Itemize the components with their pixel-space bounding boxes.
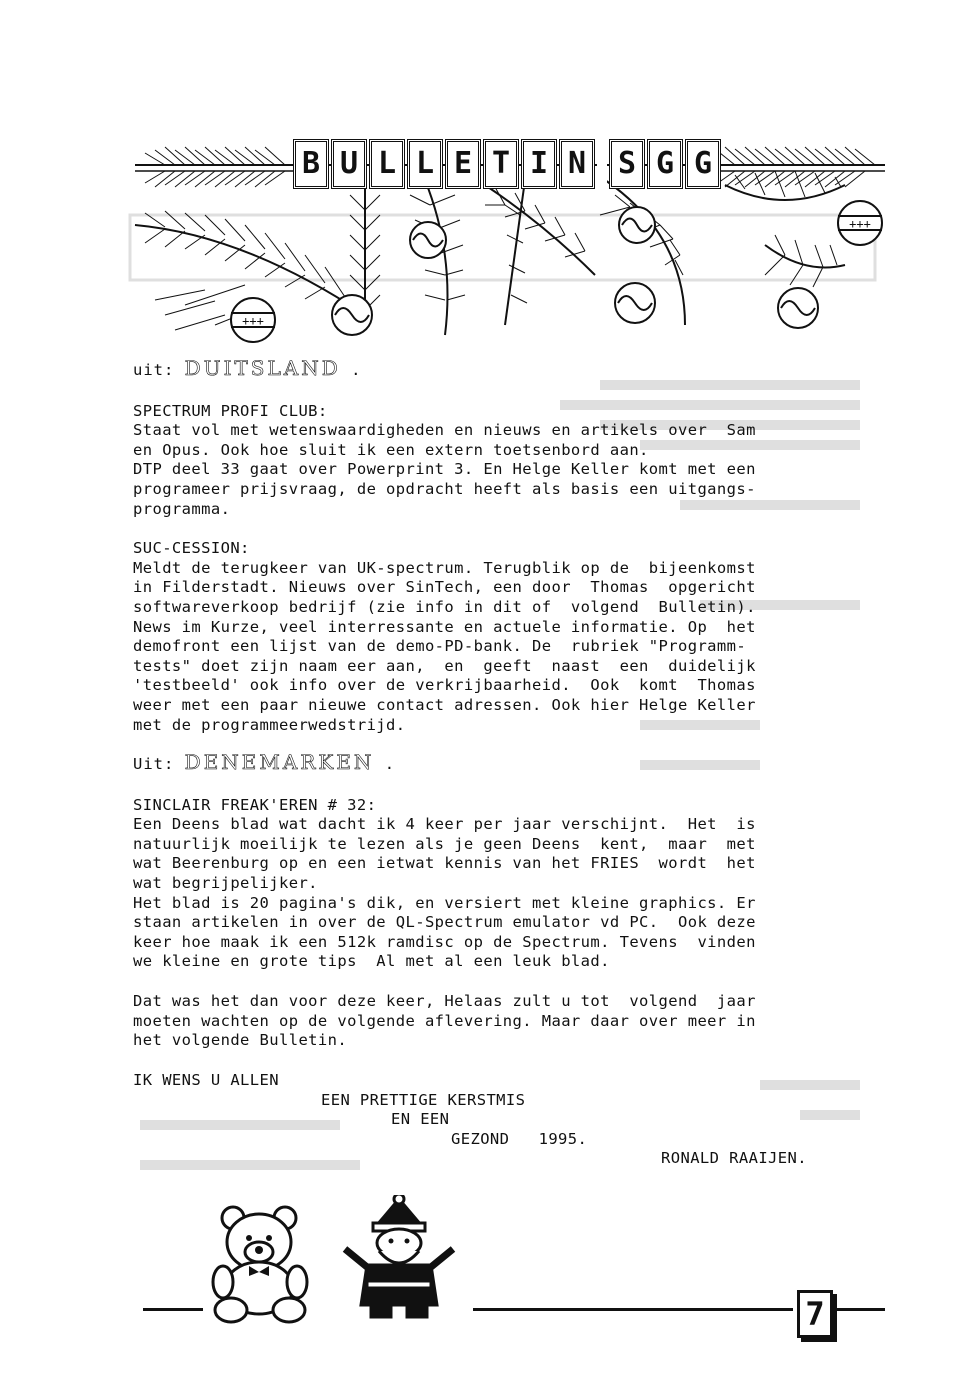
title-letter: L (407, 139, 443, 189)
section-heading-duitsland (133, 356, 888, 381)
title-letter: B (293, 139, 329, 189)
title-letter: G (685, 139, 721, 189)
text-line: we kleine en grote tips Al met al een leuk blad. (133, 952, 610, 971)
text-line: moeten wachten op de volgende aflevering. Maar daar over meer in (133, 1011, 756, 1030)
text-line: staan artikelen in over de QL-Spectrum emulator vd PC. Ook deze (133, 913, 756, 932)
title-letter: E (445, 139, 481, 189)
text-line: wat begrijpelijker. (133, 873, 318, 892)
heading-country: DENEMARKEN (184, 750, 375, 774)
heading-country: DUITSLAND (184, 356, 341, 380)
title-letter: T (483, 139, 519, 189)
text-line: tests" doet zijn naam eer aan, en geeft naast een duidelijk (133, 656, 756, 675)
text-line: Staat vol met wetenswaardigheden en nieuws en artikels over Sam (133, 421, 756, 440)
text-line: DTP deel 33 gaat over Powerprint 3. En Helge Keller komt met een (133, 460, 756, 479)
heading-suffix: . (374, 755, 396, 773)
title-letter: G (647, 139, 683, 189)
heading-suffix: . (340, 361, 362, 379)
club-name-sinclair-freakeren: SINCLAIR FREAK'EREN # 32: (133, 795, 377, 814)
text-line: wat Beerenburg op en een ietwat kennis van het FRIES wordt het (133, 854, 756, 873)
greeting-line: EEN PRETTIGE KERSTMIS (321, 1090, 526, 1109)
heading-prefix: uit: (133, 361, 175, 379)
greeting-line: EN EEN (391, 1110, 450, 1129)
title-letter: I (521, 139, 557, 189)
text-line: demofront een lijst van de demo-PD-bank. De rubriek "Programm- (133, 637, 747, 656)
santa-claus-icon (337, 1195, 457, 1320)
section-duitsland (133, 356, 888, 735)
club1-paragraph (133, 421, 888, 519)
text-line: programma. (133, 499, 231, 518)
text-line: met de programmeerwedstrijd. (133, 715, 406, 734)
greeting-line: IK WENS U ALLEN (133, 1071, 279, 1089)
section-denemarken (133, 750, 888, 1051)
text-line: programeer prijsvraag, de opdracht heeft als basis een uitgangs- (133, 479, 756, 498)
signoff-greeting (133, 1071, 888, 1169)
club-name-spectrum-profi: SPECTRUM PROFI CLUB: (133, 401, 328, 420)
teddy-bear-icon (205, 1200, 315, 1325)
closing-paragraph (133, 992, 888, 1051)
bulletin-title (293, 139, 721, 189)
ornament-left (231, 298, 275, 342)
club-name-suc-cession: SUC-CESSION: (133, 539, 250, 558)
text-line: Een Deens blad wat dacht ik 4 keer per jaar verschijnt. Het is (133, 815, 756, 834)
text-line: Meldt de terugkeer van UK-spectrum. Terugblik op de bijeenkomst (133, 558, 756, 577)
page-number: 7 (797, 1290, 833, 1338)
svg-text:+++: +++ (849, 217, 871, 231)
svg-text:+++: +++ (242, 314, 264, 328)
title-letter: L (369, 139, 405, 189)
text-line: Het blad is 20 pagina's dik, en versiert met kleine graphics. Er (133, 893, 756, 912)
section-heading-denemarken (133, 750, 888, 775)
text-line: Dat was het dan voor deze keer, Helaas zult u tot volgend jaar (133, 991, 756, 1010)
text-line: en Opus. Ook hoe sluit ik een extern toetsenbord aan. (133, 440, 649, 459)
club2-paragraph (133, 559, 888, 735)
club3-paragraph (133, 815, 888, 972)
ornament-right (838, 201, 882, 245)
footer-rule-right (473, 1308, 793, 1311)
title-letter: N (559, 139, 595, 189)
text-line: het volgende Bulletin. (133, 1031, 348, 1050)
text-line: weer met een paar nieuwe contact adressen. Ook hier Helge Keller (133, 695, 756, 714)
heading-prefix: Uit: (133, 755, 175, 773)
footer-rule-left (143, 1308, 203, 1311)
title-letter: S (609, 139, 645, 189)
text-line: softwareverkoop bedrijf (zie info in dit of volgend Bulletin). (133, 597, 756, 616)
text-line: in Filderstadt. Nieuws over SinTech, een door Thomas opgericht (133, 578, 756, 597)
bulletin-header-artwork (125, 125, 895, 350)
text-line: News im Kurze, veel interressante en actuele informatie. Op het (133, 617, 756, 636)
footer-rule-end (830, 1308, 885, 1311)
text-line: 'testbeeld' ook info over de verkrijbaarheid. Ook komt Thomas (133, 676, 756, 695)
author-signature: RONALD RAAIJEN. (661, 1149, 807, 1168)
title-letter (597, 139, 607, 183)
text-line: natuurlijk moeilijk te lezen als je geen Deens kent, maar met (133, 834, 756, 853)
title-letter: U (331, 139, 367, 189)
text-line: keer hoe maak ik een 512k ramdisc op de Spectrum. Tevens vinden (133, 932, 756, 951)
greeting-line: GEZOND 1995. (451, 1129, 588, 1148)
